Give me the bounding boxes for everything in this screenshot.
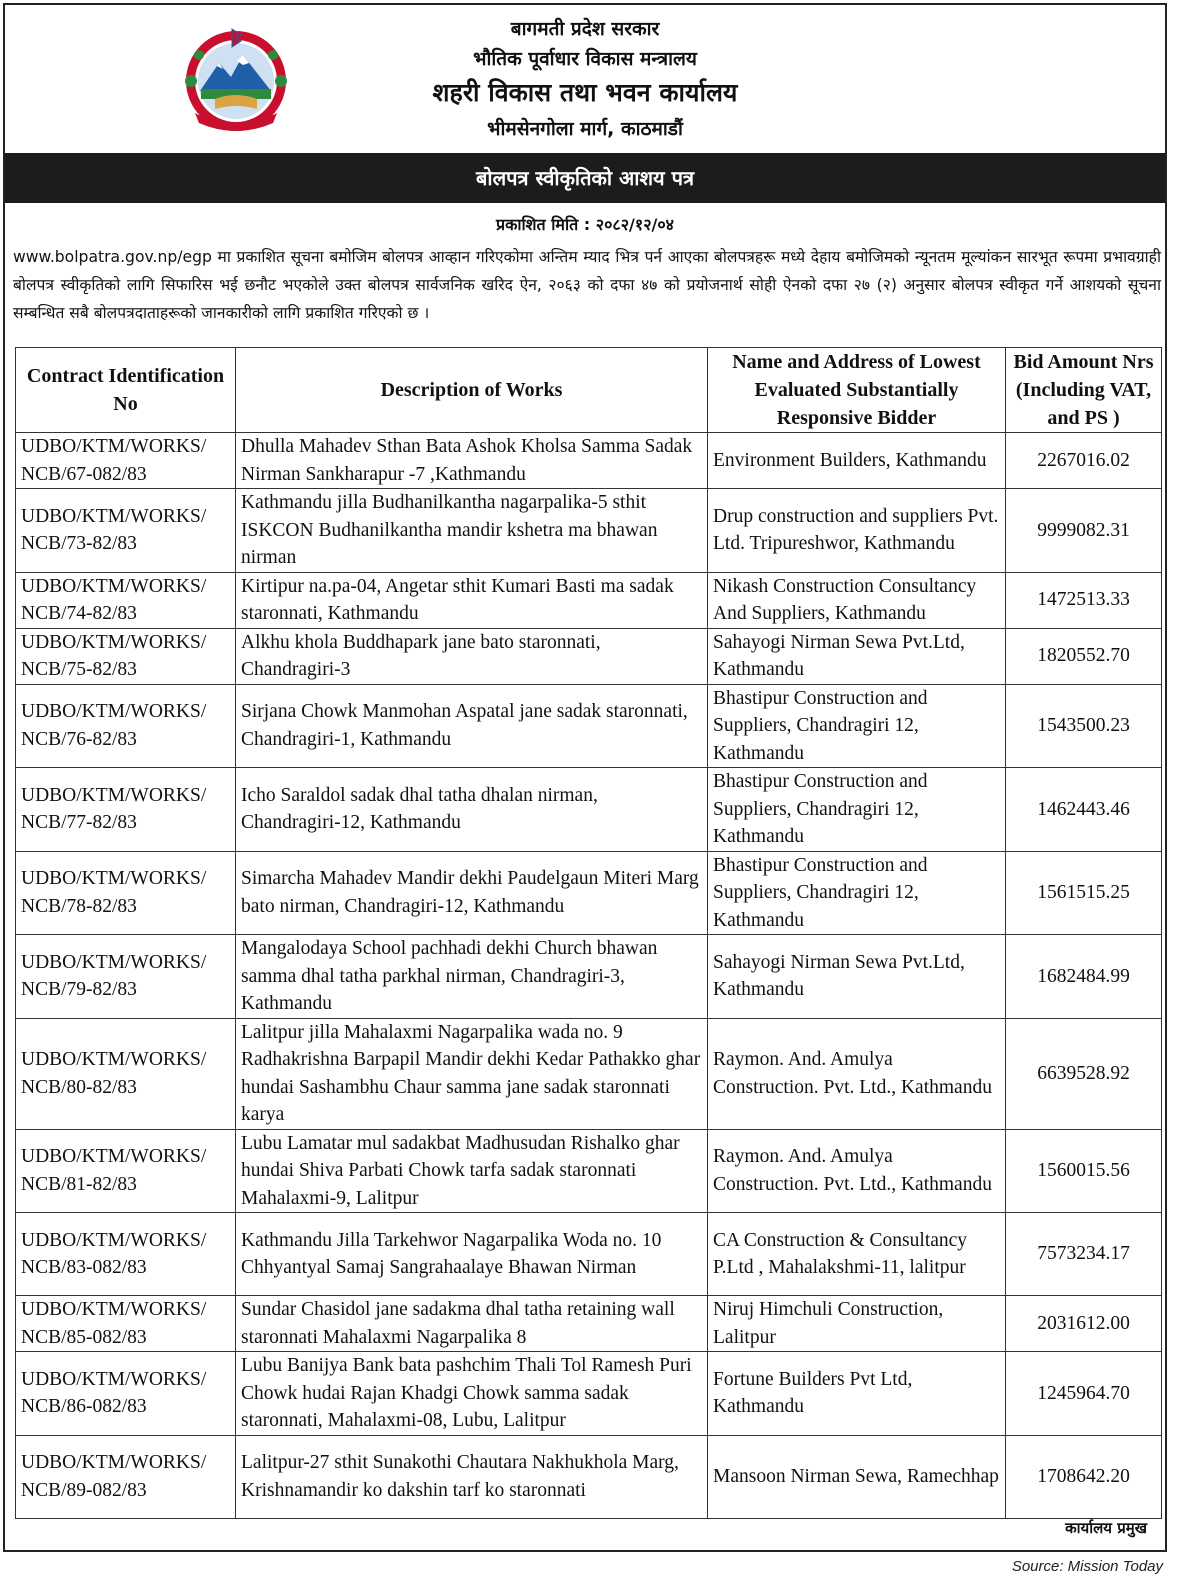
office-chief-signature: कार्यालय प्रमुख (1065, 1519, 1147, 1537)
contract-id: UDBO/KTM/WORKS/ NCB/76-82/83 (16, 684, 236, 768)
contract-id: UDBO/KTM/WORKS/ NCB/78-82/83 (16, 851, 236, 935)
work-description: Simarcha Mahadev Mandir dekhi Paudelgaun Miteri Marg bato nirman, Chandragiri-12, Kathmandu (236, 851, 708, 935)
table-row (16, 1435, 1162, 1518)
contract-id: UDBO/KTM/WORKS/ NCB/81-82/83 (16, 1129, 236, 1213)
work-description: Mangalodaya School pachhadi dekhi Church bhawan samma dhal tatha parkhal nirman, Chandragiri-3, Kathmandu (236, 935, 708, 1019)
bid-amount: 1560015.56 (1006, 1129, 1162, 1213)
bid-amount: 1682484.99 (1006, 935, 1162, 1019)
bidder-name: Fortune Builders Pvt Ltd, Kathmandu (708, 1352, 1006, 1436)
contract-id: UDBO/KTM/WORKS/ NCB/77-82/83 (16, 768, 236, 852)
bid-amount: 1561515.25 (1006, 851, 1162, 935)
table-row (16, 1213, 1162, 1296)
table-row (16, 684, 1162, 768)
work-description: Lalitpur-27 sthit Sunakothi Chautara Nakhukhola Marg, Krishnamandir ko dakshin tarf ko staronnati (236, 1435, 708, 1518)
work-description: Lubu Banijya Bank bata pashchim Thali Tol Ramesh Puri Chowk hudai Rajan Khadgi Chowk samma sadak staronnati, Mahalaxmi-08, Lubu, Lalitpur (236, 1352, 708, 1436)
work-description: Lubu Lamatar mul sadakbat Madhusudan Rishalko ghar hundai Shiva Parbati Chowk tarfa sadak staronnati Mahalaxmi-9, Lalitpur (236, 1129, 708, 1213)
bid-amount: 2031612.00 (1006, 1296, 1162, 1352)
work-description: Dhulla Mahadev Sthan Bata Ashok Kholsa Samma Sadak Nirman Sankharapur -7 ,Kathmandu (236, 433, 708, 489)
header-office: शहरी विकास तथा भवन कार्यालय (432, 78, 738, 107)
header-ministry: भौतिक पूर्वाधार विकास मन्त्रालय (473, 48, 697, 70)
contract-id: UDBO/KTM/WORKS/ NCB/89-082/83 (16, 1435, 236, 1518)
table-row (16, 851, 1162, 935)
bidder-name: Environment Builders, Kathmandu (708, 433, 1006, 489)
table-row (16, 768, 1162, 852)
work-description: Kirtipur na.pa-04, Angetar sthit Kumari Basti ma sadak staronnati, Kathmandu (236, 572, 708, 628)
work-description: Kathmandu Jilla Tarkehwor Nagarpalika Woda no. 10 Chhyantyal Samaj Sangrahaalaye Bhawan Nirman (236, 1213, 708, 1296)
bid-amount: 7573234.17 (1006, 1213, 1162, 1296)
bidder-name: Sahayogi Nirman Sewa Pvt.Ltd, Kathmandu (708, 935, 1006, 1019)
bidder-name: Sahayogi Nirman Sewa Pvt.Ltd, Kathmandu (708, 628, 1006, 684)
bid-table (15, 347, 1162, 1519)
table-row (16, 935, 1162, 1019)
notice-frame (3, 3, 1167, 1552)
header-description: Description of Works (236, 348, 708, 433)
contract-id: UDBO/KTM/WORKS/ NCB/79-82/83 (16, 935, 236, 1019)
work-description: Kathmandu jilla Budhanilkantha nagarpalika-5 sthit ISKCON Budhanilkantha mandir kshetra ma bhawan nirman (236, 489, 708, 573)
contract-id: UDBO/KTM/WORKS/ NCB/85-082/83 (16, 1296, 236, 1352)
notice-header (5, 5, 1165, 153)
table-row (16, 628, 1162, 684)
header-bidder: Name and Address of Lowest Evaluated Substantially Responsive Bidder (708, 348, 1006, 433)
contract-id: UDBO/KTM/WORKS/ NCB/75-82/83 (16, 628, 236, 684)
work-description: Lalitpur jilla Mahalaxmi Nagarpalika wada no. 9 Radhakrishna Barpapil Mandir dekhi Kedar Pathakko ghar hundai Sashambhu Chaur samma jane sadak staronnati karya (236, 1018, 708, 1129)
bid-amount: 6639528.92 (1006, 1018, 1162, 1129)
notice-title-banner: बोलपत्र स्वीकृतिको आशय पत्र (5, 153, 1165, 203)
bidder-name: Raymon. And. Amulya Construction. Pvt. Ltd., Kathmandu (708, 1018, 1006, 1129)
bid-amount: 1708642.20 (1006, 1435, 1162, 1518)
work-description: Sundar Chasidol jane sadakma dhal tatha retaining wall staronnati Mahalaxmi Nagarpalika 8 (236, 1296, 708, 1352)
bidder-name: Niruj Himchuli Construction, Lalitpur (708, 1296, 1006, 1352)
work-description: Alkhu khola Buddhapark jane bato staronnati, Chandragiri-3 (236, 628, 708, 684)
contract-id: UDBO/KTM/WORKS/ NCB/80-82/83 (16, 1018, 236, 1129)
table-row (16, 1296, 1162, 1352)
contract-id: UDBO/KTM/WORKS/ NCB/67-082/83 (16, 433, 236, 489)
bidder-name: Mansoon Nirman Sewa, Ramechhap (708, 1435, 1006, 1518)
bid-amount: 1462443.46 (1006, 768, 1162, 852)
table-row (16, 1352, 1162, 1436)
bid-amount: 1245964.70 (1006, 1352, 1162, 1436)
bid-amount: 1820552.70 (1006, 628, 1162, 684)
work-description: Sirjana Chowk Manmohan Aspatal jane sadak staronnati, Chandragiri-1, Kathmandu (236, 684, 708, 768)
source-credit: Source: Mission Today (1011, 1558, 1163, 1575)
table-header-row (16, 348, 1162, 433)
bidder-name: Raymon. And. Amulya Construction. Pvt. Ltd., Kathmandu (708, 1129, 1006, 1213)
intro-paragraph: www.bolpatra.gov.np/egp मा प्रकाशित सूचना बमोजिम बोलपत्र आव्हान गरिएकोमा अन्तिम म्याद भित्र पर्न आएका बोलपत्रहरू मध्ये देहाय बमोजिमको न्यूनतम मूल्यांकन सारभूत रूपमा प्रभावग्राही बोलपत्र स्वीकृतिको लागि सिफारिस भई छनौट भएकोले उक्त बोलपत्र सार्वजनिक खरिद ऐन, २०६३ को दफा ४७ को प्रयोजनार्थ सोही ऐनको दफा २७ (२) अनुसार बोलपत्र स्वीकृत गर्ने आशयको सूचना सम्बन्धित सबै बोलपत्रदाताहरूको जानकारीको लागि प्रकाशित गरिएको छ । (13, 248, 1161, 322)
table-row (16, 1129, 1162, 1213)
bidder-name: CA Construction & Consultancy P.Ltd , Mahalakshmi-11, lalitpur (708, 1213, 1006, 1296)
bidder-name: Nikash Construction Consultancy And Suppliers, Kathmandu (708, 572, 1006, 628)
table-row (16, 1018, 1162, 1129)
bid-amount: 1472513.33 (1006, 572, 1162, 628)
bidder-name: Bhastipur Construction and Suppliers, Chandragiri 12, Kathmandu (708, 684, 1006, 768)
bidder-name: Bhastipur Construction and Suppliers, Chandragiri 12, Kathmandu (708, 851, 1006, 935)
bid-amount: 2267016.02 (1006, 433, 1162, 489)
bid-amount: 9999082.31 (1006, 489, 1162, 573)
work-description: Icho Saraldol sadak dhal tatha dhalan nirman, Chandragiri-12, Kathmandu (236, 768, 708, 852)
bidder-name: Bhastipur Construction and Suppliers, Chandragiri 12, Kathmandu (708, 768, 1006, 852)
contract-id: UDBO/KTM/WORKS/ NCB/83-082/83 (16, 1213, 236, 1296)
contract-id: UDBO/KTM/WORKS/ NCB/74-82/83 (16, 572, 236, 628)
table-row (16, 489, 1162, 573)
header-address: भीमसेनगोला मार्ग, काठमाडौं (487, 118, 683, 140)
published-date: प्रकाशित मिति : २०८२/१२/०४ (495, 215, 674, 234)
bid-amount: 1543500.23 (1006, 684, 1162, 768)
header-contract-id: Contract Identification No (16, 348, 236, 433)
header-bid-amount: Bid Amount Nrs (Including VAT, and PS ) (1006, 348, 1162, 433)
bidder-name: Drup construction and suppliers Pvt. Ltd. Tripureshwor, Kathmandu (708, 489, 1006, 573)
contract-id: UDBO/KTM/WORKS/ NCB/86-082/83 (16, 1352, 236, 1436)
table-row (16, 572, 1162, 628)
table-row (16, 433, 1162, 489)
header-province: बागमती प्रदेश सरकार (510, 18, 660, 40)
contract-id: UDBO/KTM/WORKS/ NCB/73-82/83 (16, 489, 236, 573)
